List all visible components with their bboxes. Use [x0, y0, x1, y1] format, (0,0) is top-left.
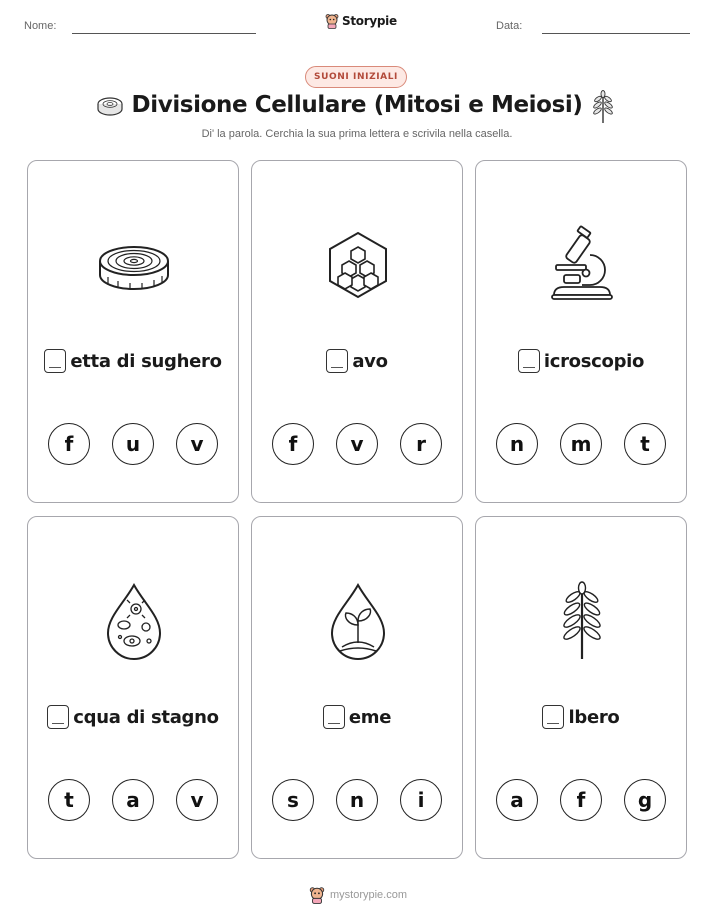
page-title: Divisione Cellulare (Mitosi e Meiosi)	[131, 92, 583, 118]
word-row	[28, 349, 238, 373]
letter-choice[interactable]: f	[272, 423, 314, 465]
card-pond-water	[27, 516, 239, 859]
word-fragment: avo	[352, 350, 388, 372]
letter-choices	[28, 423, 238, 465]
letter-choices	[476, 779, 686, 821]
brand-name: Storypie	[342, 14, 397, 28]
storypie-mascot-icon	[309, 886, 325, 904]
instructions: Di' la parola. Cerchia la sua prima lettera e scrivila nella casella.	[201, 128, 513, 140]
storypie-mascot-icon	[325, 13, 339, 29]
letter-choice[interactable]: u	[112, 423, 154, 465]
date-label: Data:	[496, 20, 523, 32]
pond-water-drop-icon	[94, 581, 174, 661]
footer	[309, 886, 407, 904]
letter-choices	[252, 423, 462, 465]
letter-choices	[252, 779, 462, 821]
letter-choice[interactable]: v	[336, 423, 378, 465]
card-cork	[27, 160, 239, 503]
letter-choice[interactable]: v	[176, 779, 218, 821]
letter-choice[interactable]: n	[336, 779, 378, 821]
word-row	[252, 705, 462, 729]
word-row	[476, 349, 686, 373]
letter-choice[interactable]: t	[48, 779, 90, 821]
letter-choices	[28, 779, 238, 821]
word-row	[476, 705, 686, 729]
seed-drop-icon	[318, 581, 398, 661]
letter-choice[interactable]: g	[624, 779, 666, 821]
letter-choice[interactable]: s	[272, 779, 314, 821]
tree-branch-icon	[542, 581, 622, 661]
answer-box[interactable]	[518, 349, 540, 373]
letter-choice[interactable]: m	[560, 423, 602, 465]
card-microscope	[475, 160, 687, 503]
section-badge: SUONI INIZIALI	[305, 66, 407, 88]
letter-choice[interactable]: a	[496, 779, 538, 821]
answer-box[interactable]	[542, 705, 564, 729]
answer-box[interactable]	[44, 349, 66, 373]
tree-branch-icon	[592, 90, 614, 124]
word-fragment: icroscopio	[543, 350, 645, 372]
letter-choice[interactable]: t	[624, 423, 666, 465]
answer-box[interactable]	[323, 705, 345, 729]
card-tree	[475, 516, 687, 859]
honeycomb-icon	[318, 225, 398, 305]
letter-choice[interactable]: f	[560, 779, 602, 821]
name-label: Nome:	[24, 20, 57, 32]
word-row	[252, 349, 462, 373]
letter-choice[interactable]: a	[112, 779, 154, 821]
footer-url: mystorypie.com	[330, 889, 408, 901]
card-seed	[251, 516, 463, 859]
date-input-line[interactable]	[542, 33, 690, 34]
answer-box[interactable]	[326, 349, 348, 373]
letter-choice[interactable]: r	[400, 423, 442, 465]
microscope-icon	[542, 225, 622, 305]
word-fragment: etta di sughero	[70, 350, 222, 372]
letter-choice[interactable]: i	[400, 779, 442, 821]
answer-box[interactable]	[47, 705, 69, 729]
card-honeycomb	[251, 160, 463, 503]
word-fragment: lbero	[568, 706, 620, 728]
brand-logo	[325, 13, 397, 29]
letter-choice[interactable]: n	[496, 423, 538, 465]
word-row	[28, 705, 238, 729]
letter-choice[interactable]: f	[48, 423, 90, 465]
letter-choices	[476, 423, 686, 465]
letter-choice[interactable]: v	[176, 423, 218, 465]
word-fragment: cqua di stagno	[73, 706, 219, 728]
cork-slice-icon	[94, 225, 174, 305]
word-fragment: eme	[348, 706, 392, 728]
name-input-line[interactable]	[72, 33, 256, 34]
